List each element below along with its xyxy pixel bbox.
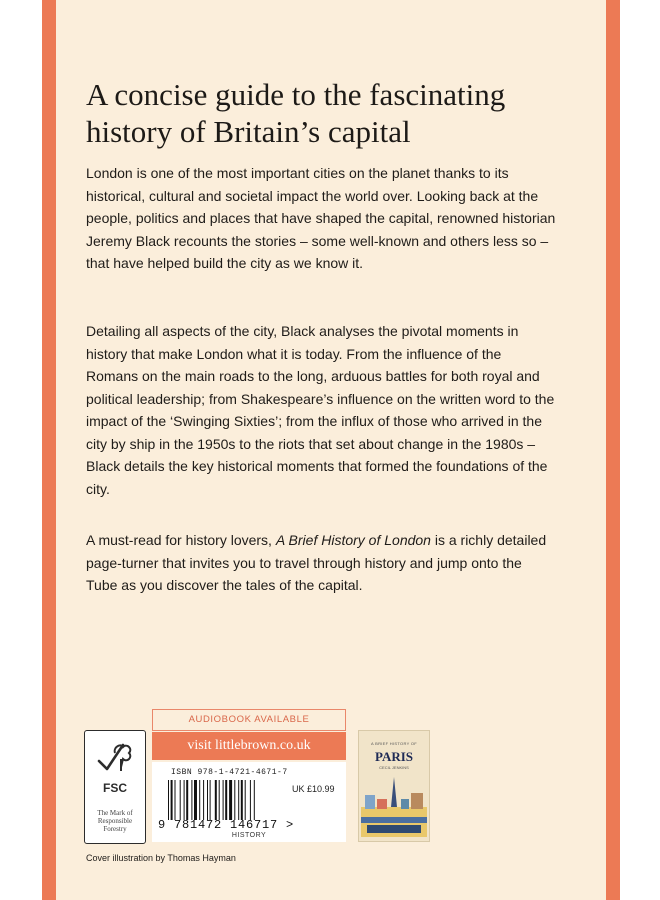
price: UK £10.99 (292, 784, 335, 794)
promo-book-author: CECIL JENKINS (379, 765, 409, 770)
category-label: HISTORY (231, 832, 267, 839)
fsc-caption: The Mark of Responsible Forestry (97, 809, 133, 833)
blurb-p3-after: is a richly detailed page-turner that invites you to travel through history and jump onto the Tube as you discover the tales of the capital. (86, 532, 547, 593)
promo-book-series: A BRIEF HISTORY OF (370, 741, 418, 746)
promo-book-cover (358, 730, 430, 842)
audiobook-label: AUDIOBOOK AVAILABLE (152, 709, 346, 731)
barcode-icon (168, 780, 288, 820)
promo-book-title: PARIS (374, 749, 414, 764)
blurb-paragraph-3 (86, 529, 556, 597)
website-link[interactable]: visit littlebrown.co.uk (152, 732, 346, 760)
isbn-line: ISBN 978-1-4721-4671-7 (171, 768, 288, 777)
fsc-logo-text: FSC (103, 781, 127, 795)
barcode-block (152, 762, 346, 842)
book-title-italic: A Brief History of London (275, 532, 431, 548)
fsc-badge (84, 730, 146, 844)
barcode-digits: 9 781472 146717 > (158, 818, 295, 832)
cover-credit: Cover illustration by Thomas Hayman (86, 853, 236, 863)
headline: A concise guide to the fascinating history of Britain’s capital (86, 77, 506, 149)
blurb-paragraph-2: Detailing all aspects of the city, Black analyses the pivotal moments in history that make London what it is today. From the influence of the Romans on the main roads to the long, arduous battles for both royal and political leadership; from Shakespeare’s influence on the written word to the impact of the ‘Swinging Sixties’; from the influx of those who arrived in the city by ship in the 1950s to the riots that set about change in the 1980s – Black details the key historical moments that formed the foundations of the city. (86, 323, 555, 497)
tree-check-icon (93, 737, 137, 781)
blurb-paragraph-1: London is one of the most important cities on the planet thanks to its historical, cultural and societal impact the world over. Looking back at the people, politics and places that have shaped the capital, renowned historian Jeremy Black recounts the stories – some well-known and others less so – that have helped build the city as we know it. (86, 165, 556, 271)
paris-skyline-icon (361, 773, 427, 837)
blurb-p3-before: A must-read for history lovers, (86, 532, 276, 548)
